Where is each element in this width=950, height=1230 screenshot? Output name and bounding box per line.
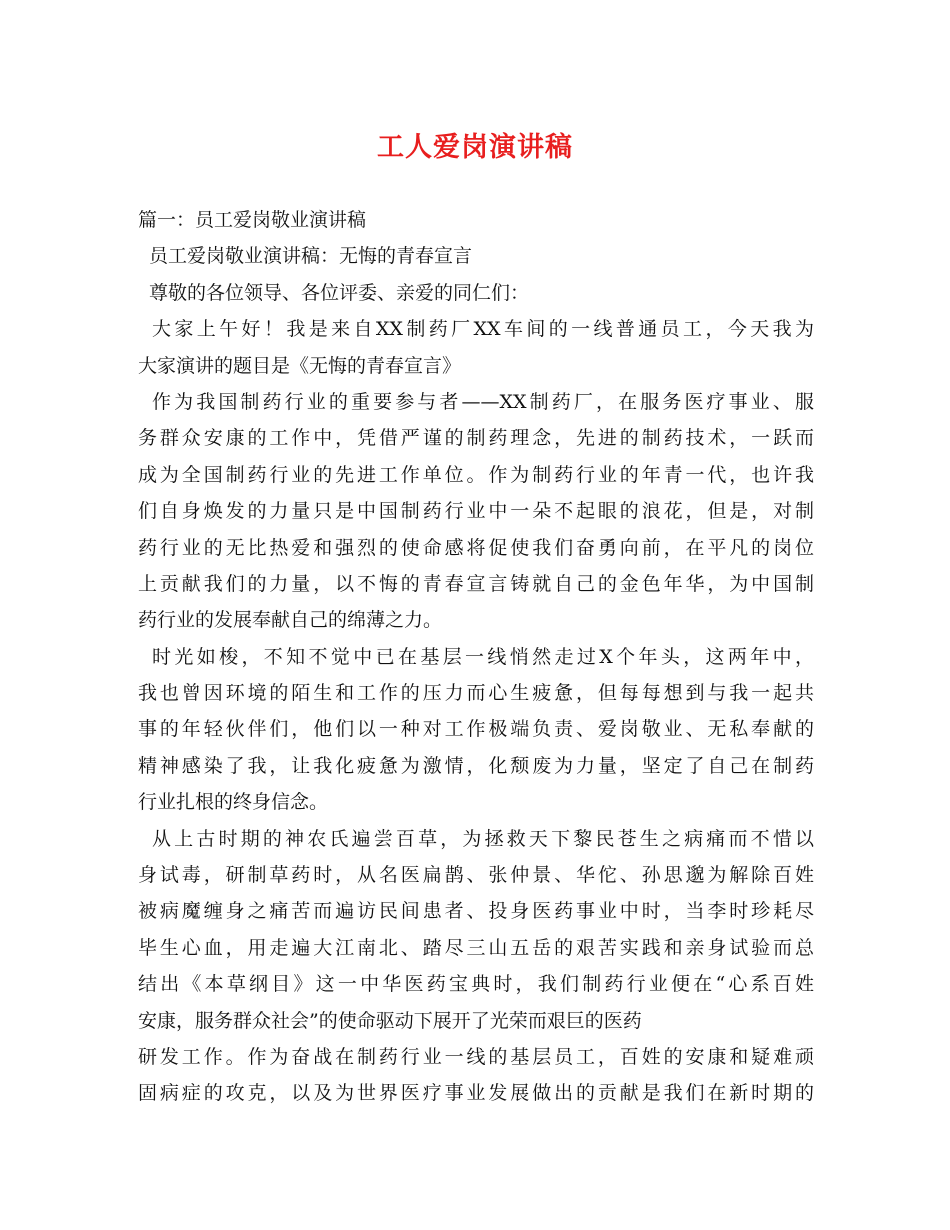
text-line: 研发工作。作为奋战在制药行业一线的基层员工，百姓的安康和疑难顽 (138, 1045, 814, 1068)
document-title: 工人爱岗演讲稿 (377, 132, 573, 163)
text-line: 尊敬的各位领导、各位评委、亲爱的同仁们： (149, 281, 530, 304)
text-line: 大家上午好！我是来自XX制药厂XX车间的一线普通员工，今天我为 (152, 318, 814, 341)
text-line: 精神感染了我，让我化疲惫为激情，化颓废为力量，坚定了自己在制药 (138, 754, 814, 777)
text-line: 身试毒，研制草药时，从名医扁鹊、张仲景、华佗、孙思邈为解除百姓 (138, 864, 814, 887)
text-line: 行业扎根的终身信念。 (138, 791, 329, 814)
text-line: 时光如梭，不知不觉中已在基层一线悄然走过X个年头，这两年中， (152, 645, 814, 668)
document-body (138, 202, 814, 1112)
text-line: 被病魔缠身之痛苦而遍访民间患者、投身医药事业中时，当李时珍耗尽 (138, 900, 814, 923)
text-line: 成为全国制药行业的先进工作单位。作为制药行业的年青一代，也许我 (138, 463, 814, 486)
text-line: 作为我国制药行业的重要参与者——XX制药厂，在服务医疗事业、服 (152, 390, 814, 413)
text-line: 我也曾因环境的陌生和工作的压力而心生疲惫，但每每想到与我一起共 (138, 682, 814, 705)
text-line: 们自身焕发的力量只是中国制药行业中一朵不起眼的浪花，但是，对制 (138, 500, 814, 523)
text-line: 大家演讲的题目是《无悔的青春宣言》 (138, 354, 462, 377)
text-line: 务群众安康的工作中，凭借严谨的制药理念，先进的制药技术，一跃而 (138, 427, 814, 450)
text-line: 药行业的无比热爱和强烈的使命感将促使我们奋勇向前，在平凡的岗位 (138, 536, 814, 559)
text-line: 篇一：员工爱岗敬业演讲稿 (138, 209, 367, 231)
text-line: 上贡献我们的力量，以不悔的青春宣言铸就自己的金色年华，为中国制 (138, 572, 814, 595)
text-line: 从上古时期的神农氏遍尝百草，为拯救天下黎民苍生之病痛而不惜以 (152, 827, 814, 850)
text-line: 事的年轻伙伴们，他们以一种对工作极端负责、爱岗敬业、无私奉献的 (138, 718, 814, 741)
text-line: 员工爱岗敬业演讲稿：无悔的青春宣言 (149, 245, 473, 268)
text-line: 毕生心血，用走遍大江南北、踏尽三山五岳的艰苦实践和亲身试验而总 (138, 936, 814, 959)
text-line: 药行业的发展奉献自己的绵薄之力。 (138, 609, 443, 632)
text-line: 结出《本草纲目》这一中华医药宝典时，我们制药行业便在“心系百姓 (138, 973, 814, 996)
text-line: 安康，服务群众社会”的使命驱动下展开了光荣而艰巨的医药 (138, 1009, 642, 1032)
text-line: 固病症的攻克，以及为世界医疗事业发展做出的贡献是我们在新时期的 (138, 1082, 814, 1105)
